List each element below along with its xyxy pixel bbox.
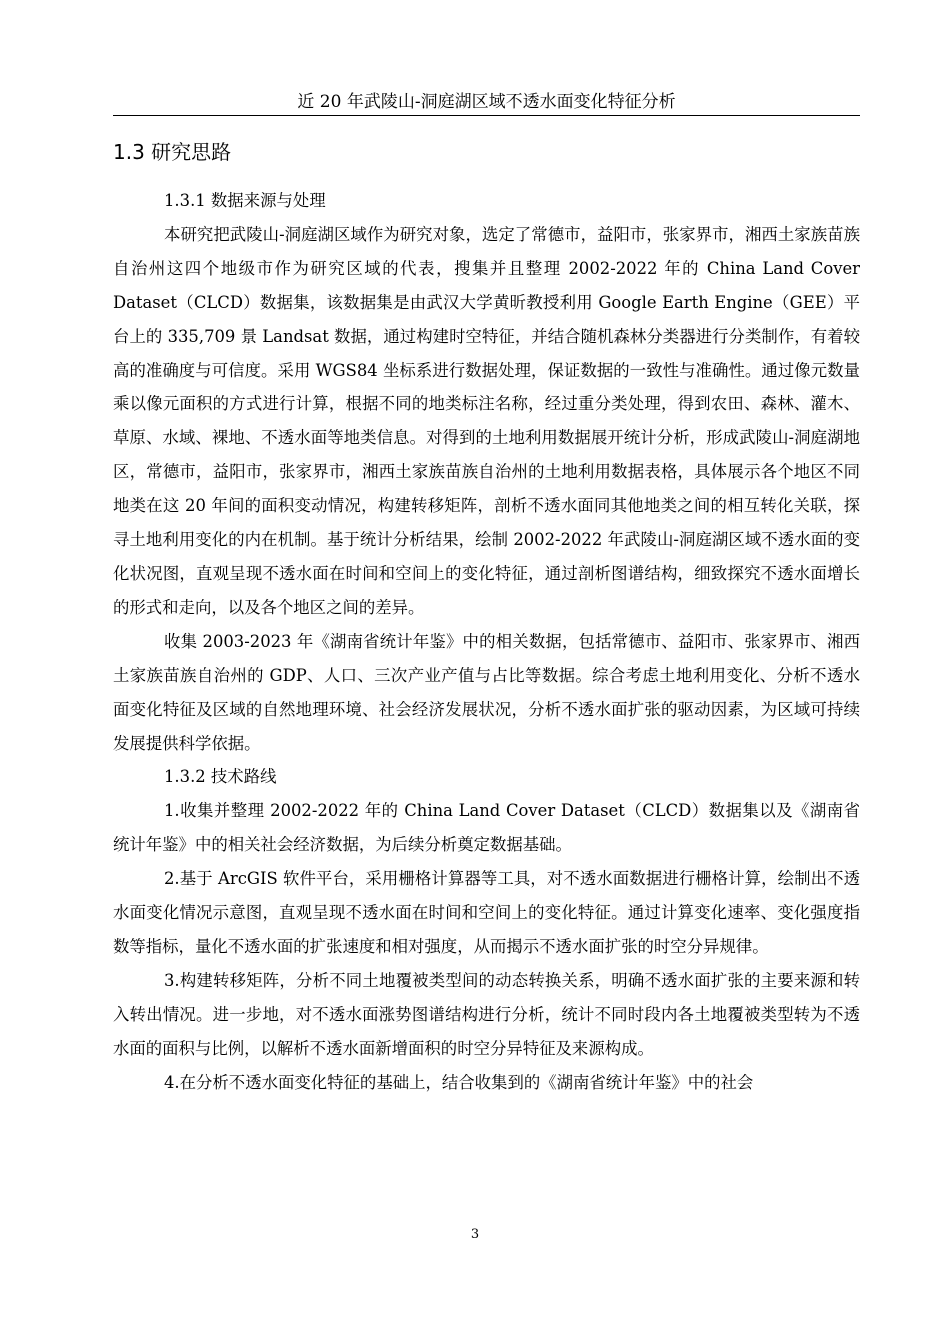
paragraph-route-step-1: 1.收集并整理 2002-2022 年的 China Land Cover Dataset（CLCD）数据集以及《湖南省统计年鉴》中的相关社会经济数据，为后续分析奠定数据基础。 <box>113 801 860 855</box>
paragraph-route-step-2: 2.基于 ArcGIS 软件平台，采用栅格计算器等工具，对不透水面数据进行栅格计算，绘制出不透水面变化情况示意图，直观呈现不透水面在时间和空间上的变化特征。通过计算变化速率、变化强度指数等指标，量化不透水面的扩张速度和相对强度，从而揭示不透水面扩张的时空分异规律。 <box>113 869 860 956</box>
running-header: 近 20 年武陵山-洞庭湖区域不透水面变化特征分析 <box>297 92 676 112</box>
paragraph-data-source-2: 收集 2003-2023 年《湖南省统计年鉴》中的相关数据，包括常德市、益阳市、张家界市、湘西土家族苗族自治州的 GDP、人口、三次产业产值与占比等数据。综合考虑土地利用变化、分析不透水面变化特征及区域的自然地理环境、社会经济发展状况，分析不透水面扩张的驱动因素，为区域可持续发展提供科学依据。 <box>113 631 860 753</box>
header-divider <box>113 115 860 116</box>
page-number: 3 <box>470 1227 480 1242</box>
subsection-heading-technical-route: 1.3.2 技术路线 <box>164 767 277 787</box>
paragraph-data-source-1: 本研究把武陵山-洞庭湖区域作为研究对象，选定了常德市，益阳市，张家界市，湘西土家族苗族自治州这四个地级市作为研究区域的代表，搜集并且整理 2002-2022 年的 China Land Cover Dataset（CLCD）数据集，该数据集是由武汉大学黄昕教授利用 Google Earth Engine（GEE）平台上的 335,709 景 Landsat 数据，通过构建时空特征，并结合随机森林分类器进行分类制作，有着较高的准确度与可信度。采用 WGS84 坐标系进行数据处理，保证数据的一致性与准确性。通过像元数量乘以像元面积的方式进行计算，根据不同的地类标注名称，经过重分类处理，得到农田、森林、灌木、草原、水域、裸地、不透水面等地类信息。对得到的土地利用数据展开统计分析，形成武陵山-洞庭湖地区，常德市，益阳市，张家界市，湘西土家族苗族自治州的土地利用数据表格，具体展示各个地区不同地类在这 20 年间的面积变动情况，构建转移矩阵，剖析不透水面同其他地类之间的相互转化关联，探寻土地利用变化的内在机制。基于统计分析结果，绘制 2002-2022 年武陵山-洞庭湖区域不透水面的变化状况图，直观呈现不透水面在时间和空间上的变化特征，通过剖析图谱结构，细致探究不透水面增长的形式和走向，以及各个地区之间的差异。 <box>113 224 860 617</box>
body-text <box>113 184 860 1099</box>
paragraph-route-step-3: 3.构建转移矩阵，分析不同土地覆被类型间的动态转换关系，明确不透水面扩张的主要来源和转入转出情况。进一步地，对不透水面涨势图谱结构进行分析，统计不同时段内各土地覆被类型转为不透水面的面积与比例，以解析不透水面新增面积的时空分异特征及来源构成。 <box>113 970 860 1058</box>
paragraph-route-step-4: 4.在分析不透水面变化特征的基础上，结合收集到的《湖南省统计年鉴》中的社会 <box>164 1072 754 1092</box>
section-heading: 1.3 研究思路 <box>113 140 232 164</box>
subsection-heading-data-source: 1.3.1 数据来源与处理 <box>164 191 326 210</box>
